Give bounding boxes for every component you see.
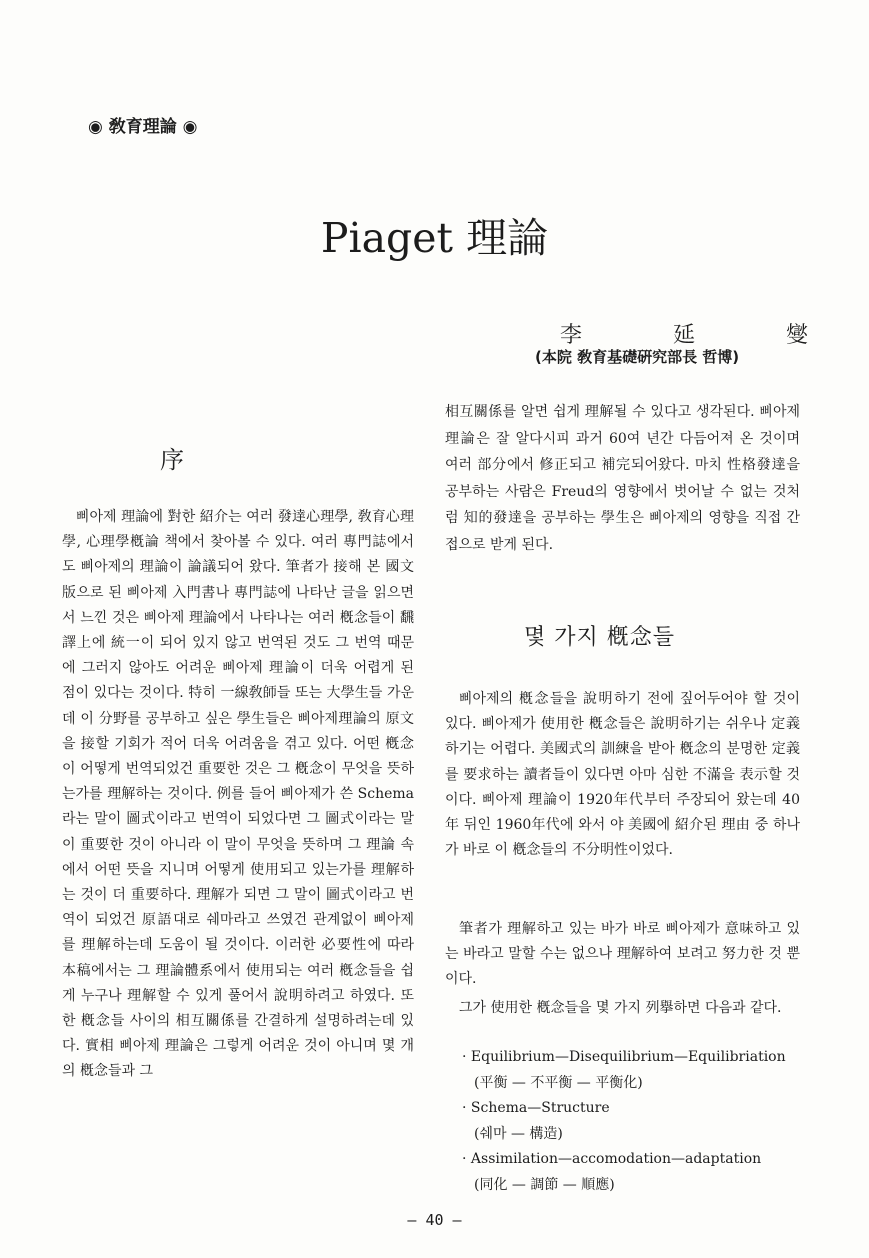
right-paragraph-4-block [445, 996, 800, 1021]
right-paragraph-2: 삐아제의 槪念들을 說明하기 전에 짚어두어야 할 것이 있다. 삐아제가 使用한 槪念들은 說明하기는 쉬우나 定義하기는 어렵다. 美國式의 訓練을 받아 槪念의 분명한 定義를 要求하는 讀者들이 있다면 아마 심한 不滿을 表示할 것이다. 삐아제 理論이 1920年代부터 주장되어 왔는데 40年 뒤인 1960年代에 와서 야 美國에 紹介된 理由 중 하나가 바로 이 槪念들의 不分明性이었다. [445, 691, 800, 859]
page-title: Piaget 理論 [320, 214, 549, 262]
list-item-gloss: (平衡 — 不平衡 — 平衡化) [474, 1074, 643, 1091]
list-item-gloss: (同化 — 調節 — 順應) [474, 1176, 615, 1193]
section-heading-concepts: 몇 가지 槪念들 [524, 625, 675, 650]
right-paragraph-2-block [445, 687, 800, 863]
right-paragraph-4: 그가 使用한 槪念들을 몇 가지 列擧하면 다음과 같다. [459, 1000, 782, 1016]
section-label: ◉ 敎育理論 ◉ [88, 117, 198, 137]
preface-paragraph: 삐아제 理論에 對한 紹介는 여러 發達心理學, 敎育心理學, 心理學槪論 책에서 찾아볼 수 있다. 여러 專門誌에서도 삐아제의 理論이 論議되어 왔다. 筆者가 接해 본 國文版으로 된 삐아제 入門書나 專門誌에 나타난 글을 읽으면서 느낀 것은 삐아제 理論에서 나타나는 여러 槪念들이 飜譯上에 統一이 되어 있지 않고 번역된 것도 그 번역 때문에 그러지 않아도 어려운 삐아제 理論이 더욱 어렵게 된 점이 있다는 것이다. 特히 一線敎師들 또는 大學生들 가운데 이 分野를 공부하고 싶은 學生들은 삐아제理論의 原文을 接할 기회가 적어 더욱 어려움을 겪고 있다. 어떤 槪念이 어떻게 번역되었건 重要한 것은 그 槪念이 무엇을 뜻하는가를 理解하는 것이다. 例를 들어 삐아제가 쓴 Schema라는 말이 圖式이라고 번역이 되었다면 그 圖式이라는 말이 重要한 것이 아니라 이 말이 무엇을 뜻하며 그 理論 속에서 어떤 뜻을 지니며 어떻게 使用되고 있는가를 理解하는 것이 더 重要하다. 理解가 되면 그 말이 圖式이라고 번역이 되었건 原語대로 쉐마라고 쓰였건 관계없이 삐아제를 理解하는데 도움이 될 것이다. 이러한 必要性에 따라 本稿에서는 그 理論體系에서 使用되는 여러 槪念들을 쉽게 누구나 理解할 수 있게 풀어서 說明하려고 하였다. 또한 槪念들 사이의 相互關係를 간결하게 설명하려는데 있다. 實相 삐아제 理論은 그렇게 어려운 것이 아니며 몇 개의 槪念들과 그 [62, 509, 414, 1080]
page-number: — 40 — [407, 1211, 462, 1229]
right-paragraph-3-block [445, 917, 800, 993]
author-name: 李 延 燮 [560, 323, 850, 348]
section-heading-preface: 序 [160, 446, 184, 474]
list-item-term: · Equilibrium—Disequilibrium—Equilibriation [462, 1049, 786, 1065]
right-paragraph-3: 筆者가 理解하고 있는 바가 바로 삐아제가 意味하고 있는 바라고 말할 수는 없으나 理解하여 보려고 努力한 것 뿐이다. [445, 921, 800, 988]
right-paragraph-1: 相互關係를 알면 쉽게 理解될 수 있다고 생각된다. 삐아제 理論은 잘 알다시피 과거 60여 년간 다듬어져 온 것이며 여러 部分에서 修正되고 補完되어왔다. 마치 性格發達을 공부하는 사람은 Freud의 영향에서 벗어날 수 없는 것처럼 知的發達을 공부하는 學生은 삐아제의 영향을 직접 간접으로 받게 된다. [445, 404, 800, 553]
list-item-term: · Schema—Structure [462, 1100, 610, 1117]
left-column [62, 505, 414, 1085]
concept-list [462, 1045, 822, 1199]
right-column-intro [445, 399, 800, 559]
list-item-gloss: (쉐마 — 構造) [474, 1125, 563, 1142]
author-affiliation: (本院 敎育基礎硏究部長 哲博) [535, 348, 740, 366]
list-item-term: · Assimilation—accomodation—adaptation [462, 1151, 762, 1168]
